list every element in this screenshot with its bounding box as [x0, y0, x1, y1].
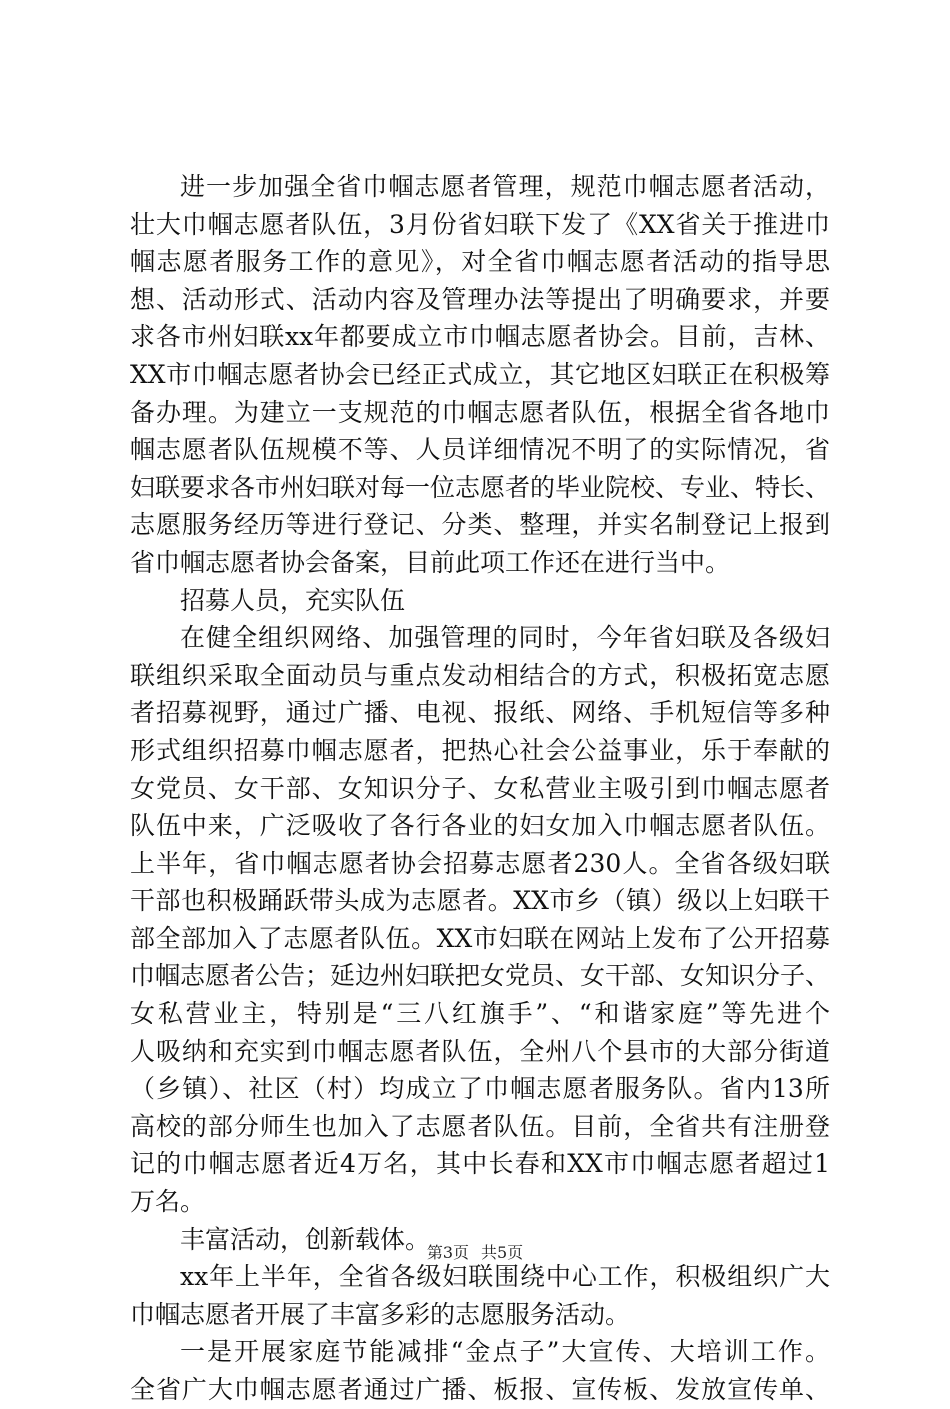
text-line: 进一步加强全省巾帼志愿者管理，规范巾帼志愿者活动，	[180, 172, 830, 201]
text-line: 者招募视野，通过广播、电视、报纸、网络、手机短信等多种	[130, 698, 830, 728]
text-line: 想、活动形式、活动内容及管理办法等提出了明确要求，并要	[130, 284, 830, 314]
text-line: 巾帼志愿者公告；延边州妇联把女党员、女干部、女知识分子、	[130, 961, 831, 991]
text-line: 人吸纳和充实到巾帼志愿者队伍，全州八个县市的大部分街道	[130, 1036, 830, 1066]
text-line: 丰富活动，创新载体。	[180, 1224, 431, 1254]
text-line: 一是开展家庭节能减排“金点子”大宣传、大培训工作。	[180, 1337, 830, 1367]
text-line: 巾帼志愿者开展了丰富多彩的志愿服务活动。	[130, 1299, 631, 1329]
text-line: XX市巾帼志愿者协会已经正式成立，其它地区妇联正在积极筹	[130, 359, 830, 389]
text-line: 壮大巾帼志愿者队伍，3月份省妇联下发了《XX省关于推进巾	[130, 209, 830, 239]
text-line: 队伍中来，广泛吸收了各行各业的妇女加入巾帼志愿者队伍。	[130, 811, 830, 841]
text-line: 在健全组织网络、加强管理的同时，今年省妇联及各级妇	[180, 623, 830, 653]
text-line: 形式组织招募巾帼志愿者，把热心社会公益事业，乐于奉献的	[130, 735, 830, 765]
text-line: 备办理。为建立一支规范的巾帼志愿者队伍，根据全省各地巾	[130, 397, 830, 427]
text-line: 帼志愿者服务工作的意见》，对全省巾帼志愿者活动的指导思	[130, 247, 830, 277]
text-line: 求各市州妇联xx年都要成立市巾帼志愿者协会。目前，吉林、	[130, 322, 830, 352]
text-line: xx年上半年，全省各级妇联围绕中心工作，积极组织广大	[180, 1262, 830, 1292]
text-line: 女私营业主，特别是“三八红旗手”、“和谐家庭”等先进个	[130, 999, 830, 1029]
text-line: 高校的部分师生也加入了志愿者队伍。目前，全省共有注册登	[130, 1111, 830, 1141]
text-line: 志愿服务经历等进行登记、分类、整理，并实名制登记上报到	[130, 510, 830, 540]
text-line: 记的巾帼志愿者近4万名，其中长春和XX市巾帼志愿者超过1	[130, 1149, 830, 1179]
text-line: 招募人员，充实队伍	[180, 585, 406, 615]
text-line: 省巾帼志愿者协会备案，目前此项工作还在进行当中。	[130, 547, 731, 577]
text-line: （乡镇）、社区（村）均成立了巾帼志愿者服务队。省内13所	[130, 1074, 830, 1104]
text-line: 妇联要求各市州妇联对每一位志愿者的毕业院校、专业、特长、	[130, 472, 831, 502]
text-line: 帼志愿者队伍规模不等、人员详细情况不明了的实际情况，省	[130, 435, 830, 465]
text-line: 女党员、女干部、女知识分子、女私营业主吸引到巾帼志愿者	[130, 773, 830, 803]
text-line: 万名。	[130, 1187, 206, 1217]
text-line: 上半年，省巾帼志愿者协会招募志愿者230人。全省各级妇联	[130, 848, 830, 878]
page-footer	[0, 1243, 950, 1263]
page-number: 第3页	[426, 1243, 469, 1262]
document-body	[130, 168, 830, 1409]
text-line: 干部也积极踊跃带头成为志愿者。XX市乡（镇）级以上妇联干	[130, 886, 830, 916]
text-line: 联组织采取全面动员与重点发动相结合的方式，积极拓宽志愿	[130, 660, 830, 690]
text-line: 部全部加入了志愿者队伍。XX市妇联在网站上发布了公开招募	[130, 923, 830, 953]
page-total: 共5页	[481, 1243, 524, 1262]
text-line: 全省广大巾帼志愿者通过广播、板报、宣传板、发放宣传单、	[130, 1375, 830, 1404]
